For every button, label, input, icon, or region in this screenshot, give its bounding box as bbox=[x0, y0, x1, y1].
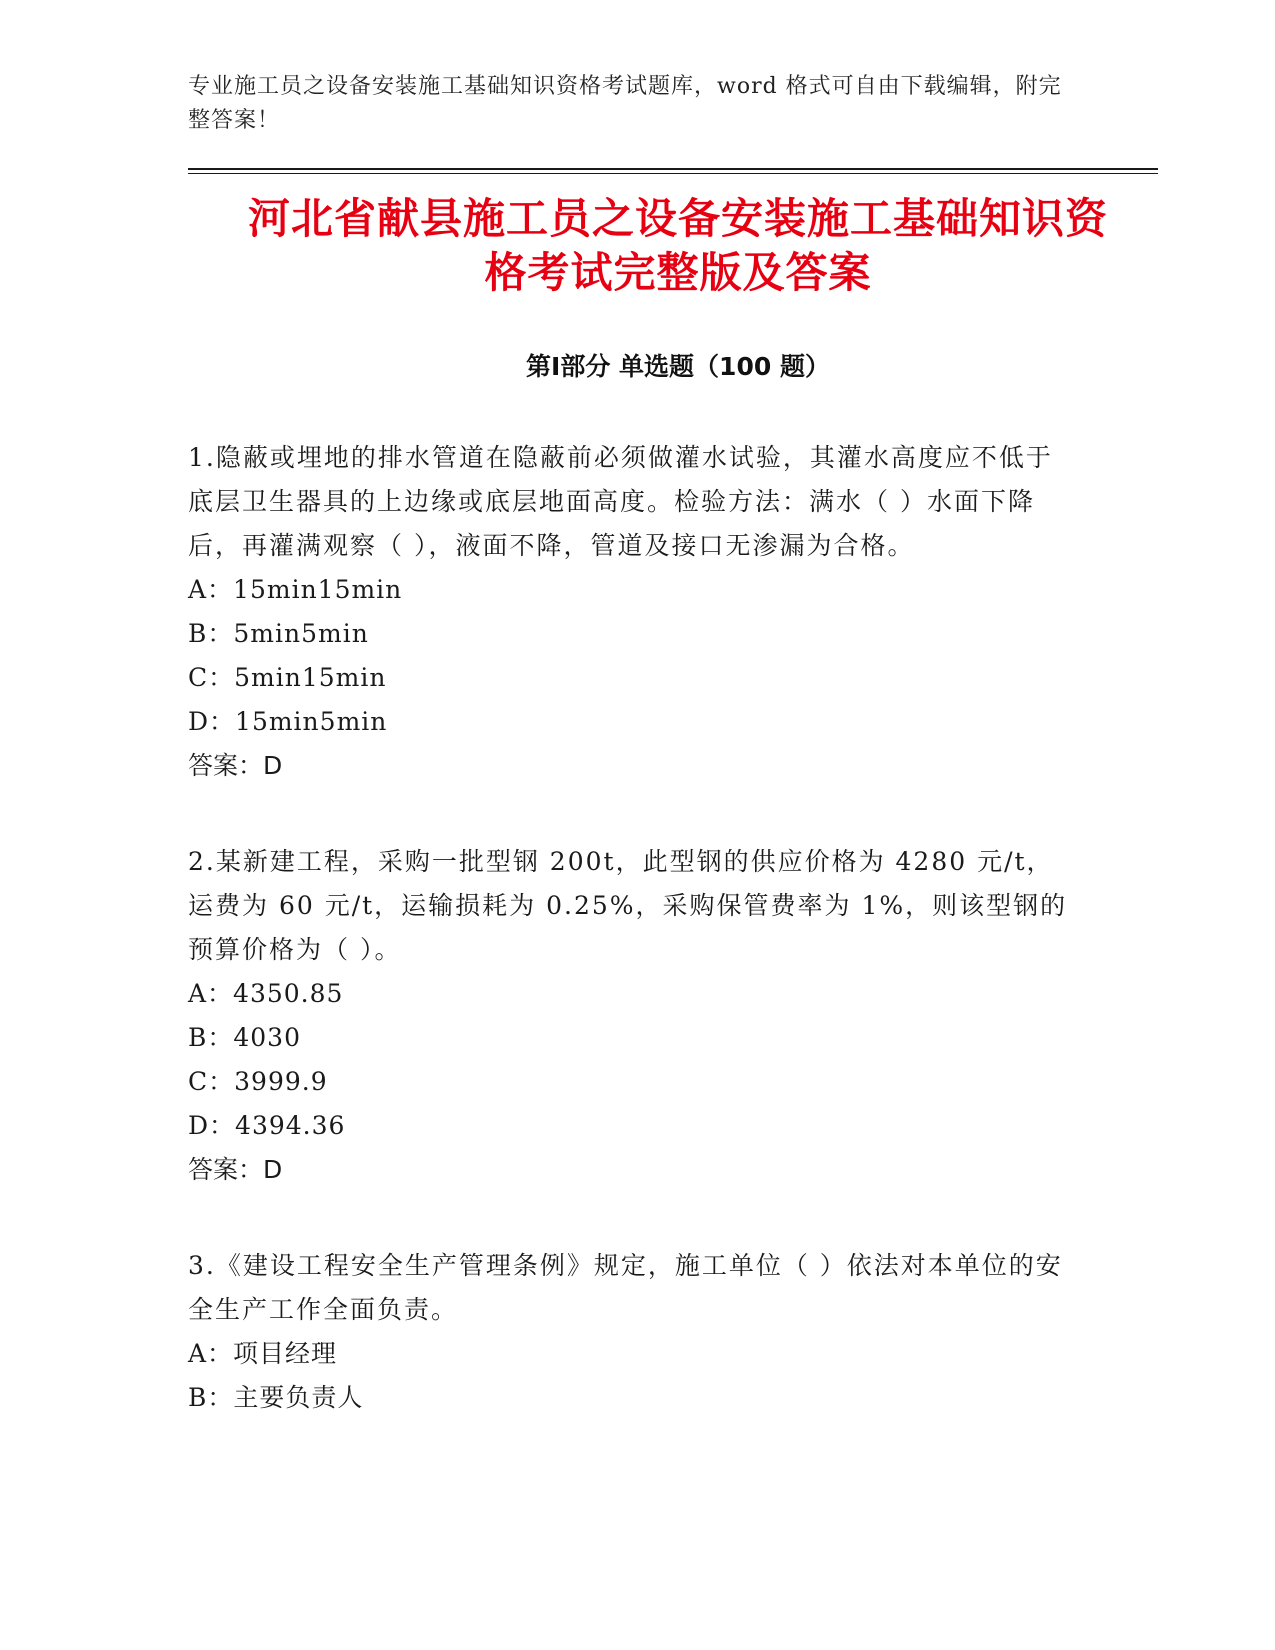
question-stem: 3.《建设工程安全生产管理条例》规定，施工单位（ ）依法对本单位的安全生产工作全面负责。 bbox=[188, 1251, 1063, 1324]
document-page bbox=[188, 70, 1168, 1420]
option-b: B：5min5min bbox=[188, 619, 369, 648]
divider-thin bbox=[188, 173, 1158, 174]
answer: 答案：D bbox=[188, 751, 283, 780]
option-d: D：15min5min bbox=[188, 707, 388, 736]
question-stem: 2.某新建工程，采购一批型钢 200t，此型钢的供应价格为 4280 元/t，运费为 60 元/t，运输损耗为 0.25%，采购保管费率为 1%，则该型钢的预算价格为（ ）。 bbox=[188, 847, 1068, 964]
question-1 bbox=[188, 436, 1068, 788]
header-divider bbox=[188, 168, 1158, 174]
question-stem: 1.隐蔽或埋地的排水管道在隐蔽前必须做灌水试验，其灌水高度应不低于底层卫生器具的上边缘或底层地面高度。检验方法：满水（ ）水面下降后，再灌满观察（ ），液面不降，管道及接口无渗漏为合格。 bbox=[188, 443, 1053, 560]
answer: 答案：D bbox=[188, 1155, 283, 1184]
option-b: B：4030 bbox=[188, 1023, 301, 1052]
option-c: C：3999.9 bbox=[188, 1067, 328, 1096]
option-d: D：4394.36 bbox=[188, 1111, 346, 1140]
option-a: A：项目经理 bbox=[188, 1339, 338, 1368]
option-a: A：4350.85 bbox=[188, 979, 344, 1008]
document-title: 河北省献县施工员之设备安装施工基础知识资格考试完整版及答案 bbox=[247, 194, 1108, 297]
option-a: A：15min15min bbox=[188, 575, 403, 604]
divider-thick bbox=[188, 168, 1158, 170]
header-note: 专业施工员之设备安装施工基础知识资格考试题库，word 格式可自由下载编辑，附完整答案！ bbox=[188, 74, 1062, 133]
question-2 bbox=[188, 840, 1068, 1192]
question-3 bbox=[188, 1244, 1068, 1420]
option-c: C：5min15min bbox=[188, 663, 387, 692]
section-title: 第Ⅰ部分 单选题（100 题） bbox=[526, 352, 830, 381]
option-b: B：主要负责人 bbox=[188, 1383, 364, 1412]
